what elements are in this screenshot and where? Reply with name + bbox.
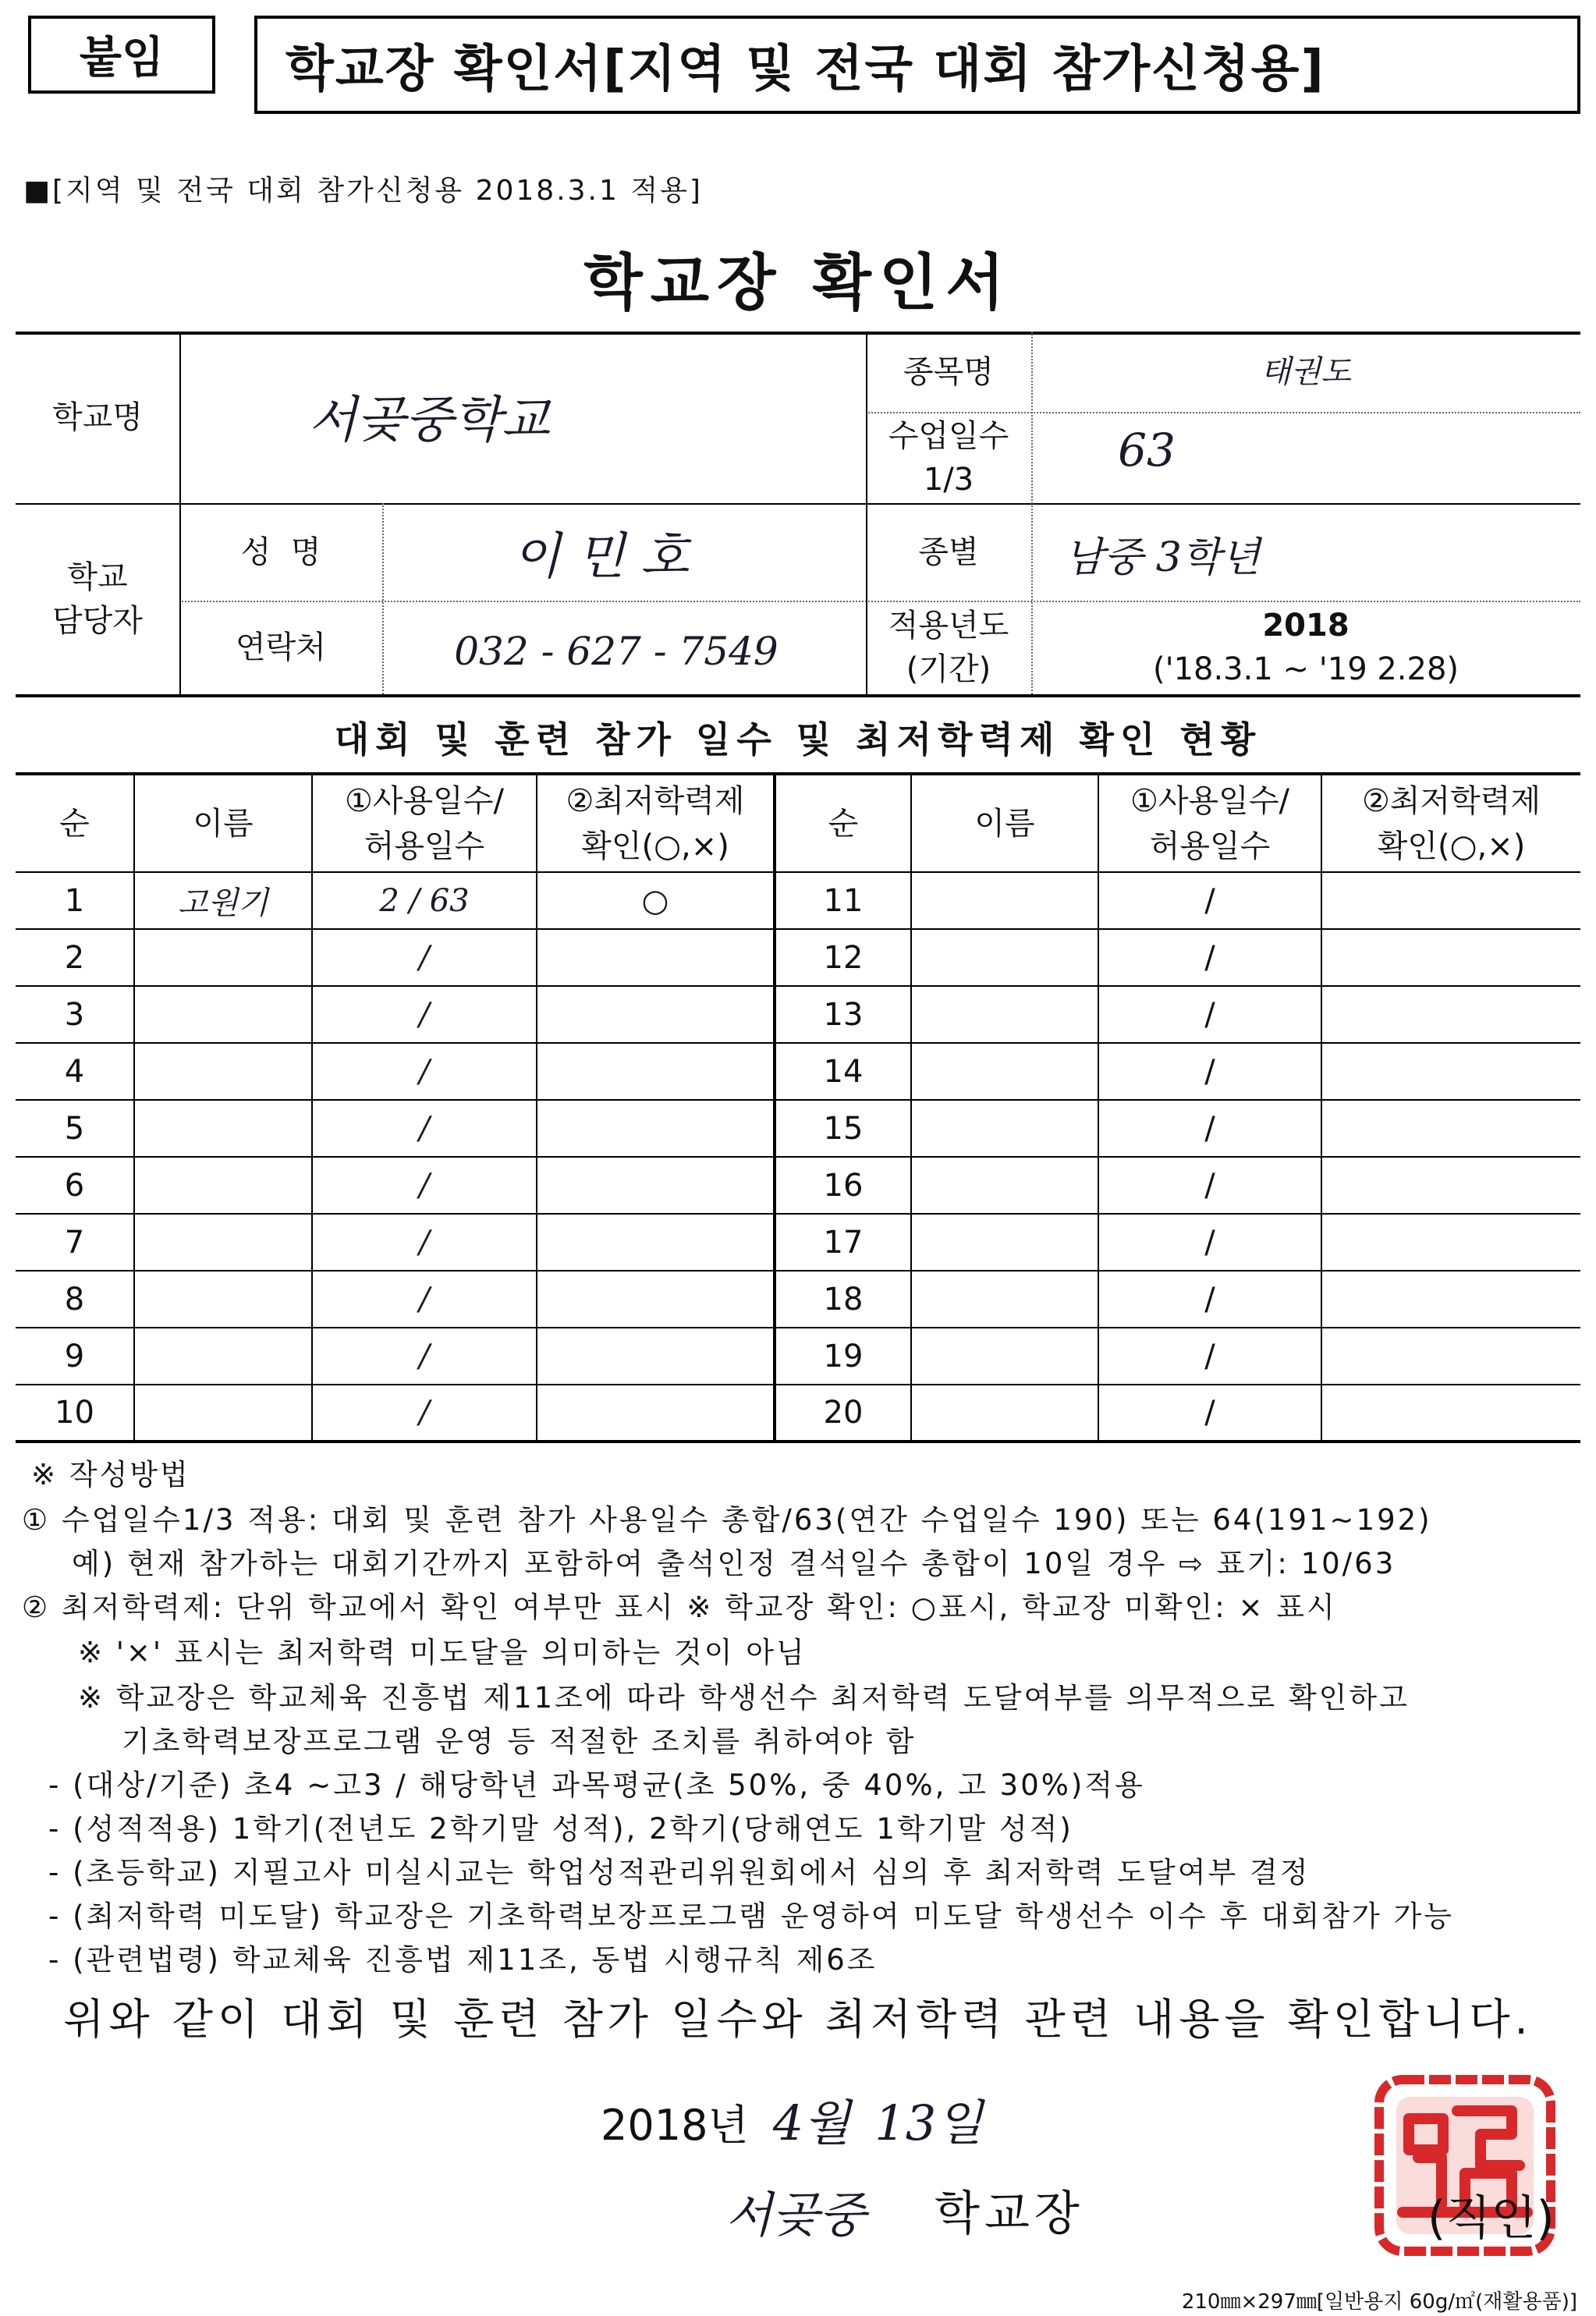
signing-date	[601, 2084, 983, 2154]
note-4b: 기초학력보장프로그램 운영 등 적절한 조치를 취하여야 함	[122, 1725, 917, 1758]
row-no: 6	[16, 1157, 134, 1214]
row-check	[537, 929, 775, 986]
row-check	[1321, 1100, 1580, 1157]
row-check	[1321, 1043, 1580, 1100]
row-no: 1	[16, 872, 134, 929]
row-name	[911, 1157, 1098, 1214]
table-row	[16, 1271, 1580, 1328]
class-days-label-line1: 수업일수	[888, 417, 1009, 454]
row-check	[1321, 1271, 1580, 1328]
row-days: /	[1098, 1043, 1321, 1100]
row-check	[1321, 1385, 1580, 1442]
school-name-value: 서곶중학교	[308, 392, 550, 450]
paper-spec: 210㎜×297㎜[일반용지 60g/㎡(재활용품)]	[1181, 2290, 1577, 2314]
row-days: /	[1098, 1100, 1321, 1157]
row-days: /	[1098, 986, 1321, 1043]
table-row	[16, 929, 1580, 986]
row-check	[1321, 872, 1580, 929]
row-name: 고원기	[134, 872, 312, 929]
row-days: /	[1098, 1385, 1321, 1442]
header-no: 순	[775, 774, 911, 872]
phone-label: 연락처	[236, 630, 326, 665]
note-1a: ① 수업일수1/3 적용: 대회 및 훈련 참가 사용일수 총합/63(연간 수업일수 190) 또는 64(191~192)	[22, 1503, 1432, 1537]
row-days: /	[312, 1100, 537, 1157]
year-value-year: 2018	[1262, 608, 1350, 644]
row-name	[911, 986, 1098, 1043]
row-no: 2	[16, 929, 134, 986]
date-day: 13일	[874, 2094, 984, 2151]
row-name	[134, 1100, 312, 1157]
row-no: 19	[775, 1328, 911, 1385]
row-check	[537, 1328, 775, 1385]
row-check	[537, 1043, 775, 1100]
header-name: 이름	[911, 774, 1098, 872]
row-name	[134, 1043, 312, 1100]
note-detail-4: - (최저학력 미도달) 학교장은 기초학력보장프로그램 운영하여 미도달 학생선수 이수 후 대회참가 가능	[48, 1899, 1455, 1933]
school-signature: 서곶중	[725, 2187, 866, 2243]
note-2: ② 최저학력제: 단위 학교에서 확인 여부만 표시 ※ 학교장 확인: ○표시, 학교장 미확인: × 표시	[22, 1591, 1337, 1624]
attachment-tag: 붙임	[28, 16, 215, 94]
header-name: 이름	[134, 774, 312, 872]
table-row	[16, 1100, 1580, 1157]
row-check	[1321, 1328, 1580, 1385]
row-name	[134, 929, 312, 986]
form-title: 학교장 확인서	[583, 248, 1013, 318]
note-detail-3: - (초등학교) 지필고사 미실시교는 학업성적관리위원회에서 심의 후 최저학력 도달여부 결정	[48, 1856, 1310, 1889]
contact-name-value: 이 민 호	[512, 528, 690, 587]
year-value-period: ('18.3.1 ~ '19 2.28)	[1152, 651, 1459, 687]
name-label: 성 명	[240, 534, 321, 570]
row-days: /	[1098, 872, 1321, 929]
date-month: 4월	[772, 2094, 851, 2151]
row-name	[134, 1328, 312, 1385]
sport-label: 종목명	[903, 353, 994, 390]
year-value	[1031, 601, 1580, 694]
row-no: 14	[775, 1043, 911, 1100]
row-no: 10	[16, 1385, 134, 1442]
row-no: 7	[16, 1214, 134, 1271]
row-check	[537, 1271, 775, 1328]
note-detail-2: - (성적적용) 1학기(전년도 2학기말 성적), 2학기(당해연도 1학기말 성적)	[48, 1812, 1073, 1846]
row-name	[911, 1043, 1098, 1100]
gender-value: 남중 3학년	[1064, 534, 1261, 581]
note-detail-5: - (관련법령) 학교체육 진흥법 제11조, 동법 시행규칙 제6조	[48, 1943, 878, 1977]
table-row	[16, 1328, 1580, 1385]
row-name	[134, 1271, 312, 1328]
contact-person-label-line1: 학교	[67, 559, 128, 595]
header-check: ②최저학력제 확인(○,×)	[1321, 774, 1580, 872]
header-no: 순	[16, 774, 134, 872]
row-days: /	[312, 986, 537, 1043]
row-no: 3	[16, 986, 134, 1043]
table-row	[16, 872, 1580, 929]
row-check	[1321, 1157, 1580, 1214]
contact-person-label-line2: 담당자	[52, 602, 143, 639]
row-no: 12	[775, 929, 911, 986]
row-check	[1321, 986, 1580, 1043]
row-no: 15	[775, 1100, 911, 1157]
row-name	[911, 1271, 1098, 1328]
row-check	[537, 1100, 775, 1157]
notes-heading: ※ 작성방법	[31, 1458, 190, 1491]
row-days: /	[1098, 1214, 1321, 1271]
row-days: /	[312, 1043, 537, 1100]
row-check	[1321, 929, 1580, 986]
header-check: ②최저학력제 확인(○,×)	[537, 774, 775, 872]
row-name	[911, 1385, 1098, 1442]
header-days: ①사용일수/ 허용일수	[312, 774, 537, 872]
gender-label: 종별	[918, 534, 979, 570]
row-name	[134, 1157, 312, 1214]
seal-note: (직인)	[1428, 2191, 1555, 2246]
table-header-row	[16, 774, 1580, 872]
row-days: /	[1098, 929, 1321, 986]
table-row	[16, 1157, 1580, 1214]
phone-value: 032 - 627 - 7549	[454, 629, 778, 674]
confirmation-statement: 위와 같이 대회 및 훈련 참가 일수와 최저학력 관련 내용을 확인합니다.	[63, 1995, 1533, 2044]
row-name	[911, 872, 1098, 929]
row-days: /	[312, 1157, 537, 1214]
note-1b: 예) 현재 참가하는 대회기간까지 포함하여 출석인정 결석일수 총합이 10일 경우 ⇨ 표기: 10/63	[72, 1547, 1396, 1580]
row-name	[134, 1214, 312, 1271]
row-no: 18	[775, 1271, 911, 1328]
row-check	[537, 1214, 775, 1271]
row-check	[537, 986, 775, 1043]
row-days: /	[312, 1214, 537, 1271]
contact-person-label	[16, 503, 179, 694]
table-row	[16, 986, 1580, 1043]
row-days: /	[1098, 1328, 1321, 1385]
header-days: ①사용일수/ 허용일수	[1098, 774, 1321, 872]
row-no: 8	[16, 1271, 134, 1328]
form-note: ■[지역 및 전국 대회 참가신청용 2018.3.1 적용]	[23, 175, 703, 207]
row-no: 20	[775, 1385, 911, 1442]
table-row	[16, 1214, 1580, 1271]
row-check	[1321, 1214, 1580, 1271]
row-check	[537, 1385, 775, 1442]
sport-value: 태권도	[1261, 353, 1351, 390]
class-days-label-line2: 1/3	[923, 461, 974, 498]
row-no: 11	[775, 872, 911, 929]
document-header-title: 학교장 확인서[지역 및 전국 대회 참가신청용]	[254, 16, 1580, 114]
year-label	[866, 601, 1031, 694]
class-days-label	[866, 412, 1031, 503]
row-name	[911, 1100, 1098, 1157]
row-no: 13	[775, 986, 911, 1043]
row-days: /	[1098, 1157, 1321, 1214]
row-days: /	[1098, 1271, 1321, 1328]
class-days-value: 63	[1118, 424, 1176, 477]
row-no: 9	[16, 1328, 134, 1385]
row-days: /	[312, 1271, 537, 1328]
school-name-label: 학교명	[52, 399, 143, 435]
row-days: 2 / 63	[312, 872, 537, 929]
note-3: ※ '×' 표시는 최저학력 미도달을 의미하는 것이 아님	[78, 1636, 807, 1669]
participation-table	[16, 772, 1580, 1443]
row-check: ○	[537, 872, 775, 929]
row-no: 16	[775, 1157, 911, 1214]
year-label-line2: (기간)	[906, 651, 991, 687]
row-no: 17	[775, 1214, 911, 1271]
note-4a: ※ 학교장은 학교체육 진흥법 제11조에 따라 학생선수 최저학력 도달여부를 의무적으로 확인하고	[78, 1681, 1410, 1715]
table-row	[16, 1043, 1580, 1100]
row-days: /	[312, 1328, 537, 1385]
row-name	[134, 1385, 312, 1442]
row-name	[911, 1214, 1098, 1271]
row-no: 5	[16, 1100, 134, 1157]
row-name	[911, 929, 1098, 986]
row-no: 4	[16, 1043, 134, 1100]
table-row	[16, 1385, 1580, 1442]
row-name	[134, 986, 312, 1043]
section-title: 대회 및 훈련 참가 일수 및 최저학력제 확인 현황	[334, 718, 1262, 761]
date-year: 2018년	[601, 2101, 749, 2150]
row-days: /	[312, 929, 537, 986]
note-detail-1: - (대상/기준) 초4 ~고3 / 해당학년 과목평균(초 50%, 중 40%, 고 30%)적용	[48, 1768, 1145, 1802]
year-label-line1: 적용년도	[888, 608, 1009, 644]
row-name	[911, 1328, 1098, 1385]
principal-title: 학교장	[935, 2187, 1084, 2241]
row-check	[537, 1157, 775, 1214]
row-days: /	[312, 1385, 537, 1442]
